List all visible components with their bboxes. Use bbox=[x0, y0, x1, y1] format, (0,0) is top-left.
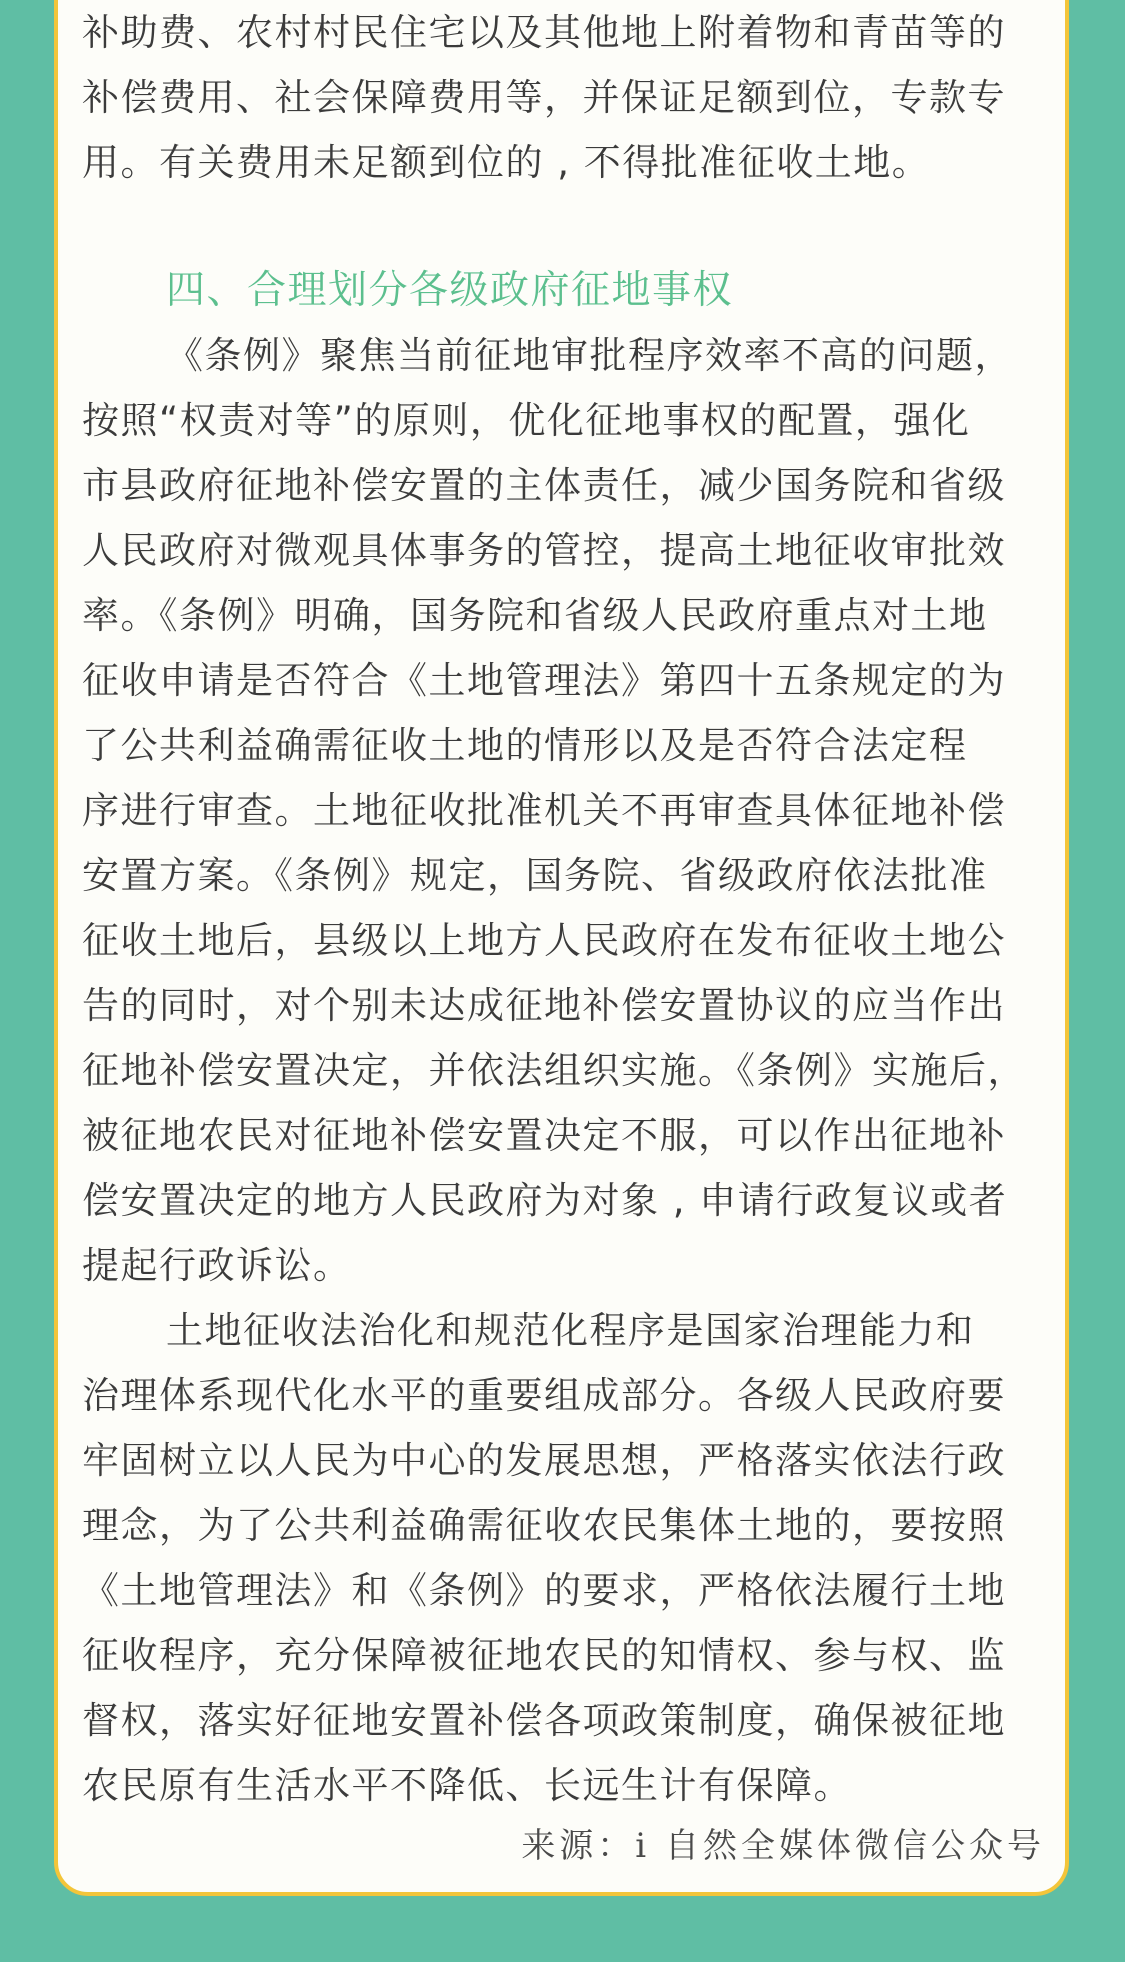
source-credit: 来源：i 自然全媒体微信公众号 bbox=[521, 1826, 1045, 1866]
text-line: 按照“权责对等”的原则，优化征地事权的配置，强化 bbox=[82, 399, 971, 442]
text-line: 告的同时，对个别未达成征地补偿安置协议的应当作出 bbox=[82, 984, 1006, 1027]
text-line: 人民政府对微观具体事务的管控，提高土地征收审批效 bbox=[82, 529, 1006, 572]
text-line: 序进行审查。土地征收批准机关不再审查具体征地补偿 bbox=[82, 789, 1006, 832]
text-line: 安置方案。《条例》规定，国务院、省级政府依法批准 bbox=[82, 854, 988, 897]
text-line: 用。有关费用未足额到位的 , 不得批准征收土地。 bbox=[82, 141, 931, 184]
text-line: 征收土地后，县级以上地方人民政府在发布征收土地公 bbox=[82, 919, 1006, 962]
text-line: 农民原有生活水平不降低、长远生计有保障。 bbox=[82, 1764, 852, 1807]
text-line: 理念，为了公共利益确需征收农民集体土地的，要按照 bbox=[82, 1504, 1006, 1547]
text-line: 征地补偿安置决定，并依法组织实施。《条例》实施后， bbox=[82, 1049, 1026, 1092]
text-line: 牢固树立以人民为中心的发展思想，严格落实依法行政 bbox=[82, 1439, 1006, 1482]
article-body bbox=[82, 0, 1044, 1818]
text-line: 督权，落实好征地安置补偿各项政策制度，确保被征地 bbox=[82, 1699, 1006, 1742]
paragraph-2 bbox=[82, 323, 1044, 1298]
paragraph-top bbox=[82, 0, 1044, 195]
text-line: 补助费、农村村民住宅以及其他地上附着物和青苗等的 bbox=[82, 11, 1006, 54]
section-heading: 四、合理划分各级政府征地事权 bbox=[166, 268, 734, 313]
text-line: 土地征收法治化和规范化程序是国家治理能力和 bbox=[166, 1309, 975, 1352]
text-line: 《土地管理法》和《条例》的要求，严格依法履行土地 bbox=[82, 1569, 1006, 1612]
text-line: 率。《条例》明确，国务院和省级人民政府重点对土地 bbox=[82, 594, 988, 637]
text-line: 偿安置决定的地方人民政府为对象 , 申请行政复议或者 bbox=[82, 1179, 1008, 1222]
text-line: 《条例》聚焦当前征地审批程序效率不高的问题， bbox=[166, 334, 1013, 377]
text-line: 市县政府征地补偿安置的主体责任，减少国务院和省级 bbox=[82, 464, 1006, 507]
text-line: 治理体系现代化水平的重要组成部分。各级人民政府要 bbox=[82, 1374, 1006, 1417]
paragraph-3 bbox=[82, 1298, 1044, 1818]
text-line: 征收申请是否符合《土地管理法》第四十五条规定的为 bbox=[82, 659, 1006, 702]
spacer bbox=[82, 195, 1044, 258]
text-line: 被征地农民对征地补偿安置决定不服，可以作出征地补 bbox=[82, 1114, 1006, 1157]
text-line: 补偿费用、社会保障费用等，并保证足额到位，专款专 bbox=[82, 76, 1006, 119]
text-line: 了公共利益确需征收土地的情形以及是否符合法定程 bbox=[82, 724, 968, 767]
text-line: 提起行政诉讼。 bbox=[82, 1244, 352, 1287]
text-line: 征收程序，充分保障被征地农民的知情权、参与权、监 bbox=[82, 1634, 1006, 1677]
